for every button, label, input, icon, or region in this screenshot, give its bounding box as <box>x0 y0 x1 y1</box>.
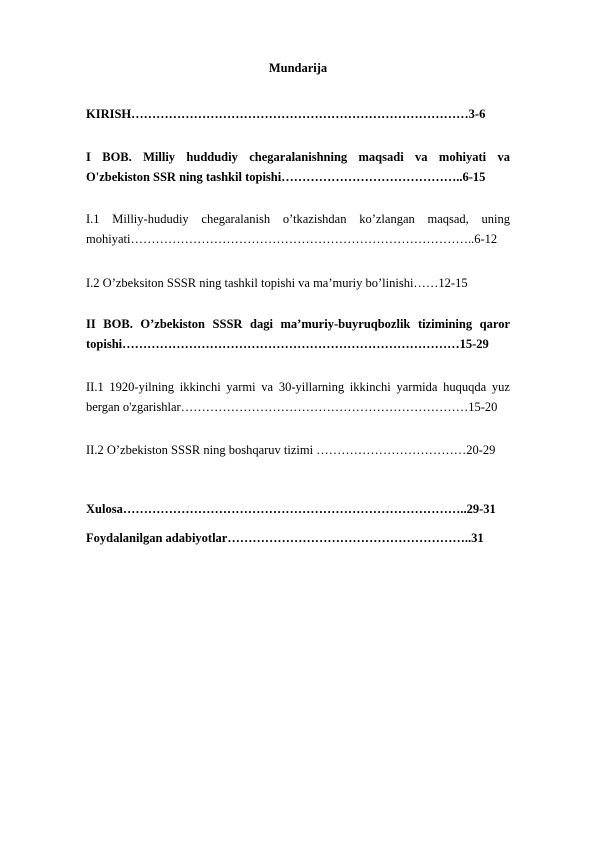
toc-entry-line: mohiyati………………………………………………………………………..6-12 <box>86 232 498 246</box>
toc-entry-bob-1 <box>86 147 510 187</box>
toc-entry-section-1-2: I.2 O’zbeksiton SSSR ning tashkil topishi va ma’muriy bo’linishi……12-15 <box>86 276 468 290</box>
toc-entry-line: II.1 1920-yilning ikkinchi yarmi va 30-yillarning ikkinchi yarmida huquqda yuz <box>86 380 510 394</box>
toc-entry-section-2-2: II.2 O’zbekiston SSSR ning boshqaruv tizimi ………………………………20-29 <box>86 443 496 457</box>
toc-entry-bob-2 <box>86 314 510 354</box>
toc-entry-section-2-1 <box>86 377 510 417</box>
toc-entry-line: I BOB. Milliy huddudiy chegaralanishning maqsadi va mohiyati va <box>86 150 510 164</box>
toc-entry-line: I.1 Milliy-hududiy chegaralanish o’tkazishdan ko’zlangan maqsad, uning <box>86 212 510 226</box>
toc-entry-line: O'zbekiston SSR ning tashkil topishi……………………………………..6-15 <box>86 170 486 184</box>
toc-entry-line: topishi………………………………………………………………………15-29 <box>86 337 489 351</box>
toc-entry-section-1-1 <box>86 209 510 249</box>
toc-entry-adabiyotlar: Foydalanilgan adabiyotlar…………………………………………………..31 <box>86 531 484 545</box>
toc-entry-line: II BOB. O’zbekiston SSSR dagi ma’muriy-buyruqbozlik tizimining qaror <box>86 317 510 331</box>
toc-entry-kirish: KIRISH………………………………………………………………………3-6 <box>86 107 486 121</box>
page-title: Mundarija <box>268 61 328 75</box>
toc-entry-xulosa: Xulosa………………………………………………………………………..29-31 <box>86 502 496 516</box>
toc-entry-line: bergan o'zgarishlar……………………………………………………………15-20 <box>86 400 498 414</box>
